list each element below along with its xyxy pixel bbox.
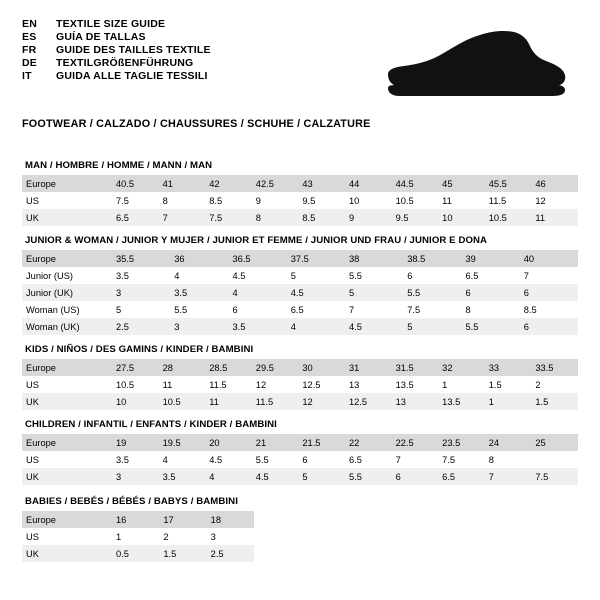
cell: 2.5: [112, 318, 170, 335]
cell: 31.5: [392, 359, 439, 376]
cell: 11: [531, 209, 578, 226]
language-code: FR: [22, 44, 37, 56]
cell: 10.5: [485, 209, 532, 226]
footwear-heading: FOOTWEAR / CALZADO / CHAUSSURES / SCHUHE / CALZATURE: [22, 118, 371, 130]
cell: 8: [485, 451, 532, 468]
section-children: [22, 419, 578, 485]
cell: 13: [392, 393, 439, 410]
cell: 3.5: [170, 284, 228, 301]
language-row: [22, 44, 211, 56]
cell: 25: [531, 434, 578, 451]
cell: 6: [229, 301, 287, 318]
row-label: Woman (US): [22, 301, 112, 318]
cell: 17: [159, 511, 206, 528]
language-code: EN: [22, 18, 37, 30]
cell: 5: [287, 267, 345, 284]
cell: 8.5: [298, 209, 345, 226]
cell: 5.5: [345, 468, 392, 485]
cell: 39: [462, 250, 520, 267]
language-row: [22, 57, 211, 69]
cell: 5.5: [252, 451, 299, 468]
language-row: [22, 18, 211, 30]
dress-shoe-icon: [380, 26, 570, 104]
cell: 12.5: [298, 376, 345, 393]
header: [22, 18, 578, 104]
cell: 4: [170, 267, 228, 284]
cell: 7.5: [403, 301, 461, 318]
cell: 7.5: [112, 192, 159, 209]
cell: 44.5: [392, 175, 439, 192]
cell: 42.5: [252, 175, 299, 192]
cell: 6.5: [112, 209, 159, 226]
language-title: TEXTILGRÖßENFÜHRUNG: [56, 57, 194, 69]
size-table-kids: [22, 359, 578, 410]
table-row: [22, 359, 578, 376]
cell: 7: [159, 209, 206, 226]
cell: 23.5: [438, 434, 485, 451]
cell: 5.5: [345, 267, 403, 284]
cell: 4.5: [205, 451, 252, 468]
cell: 45: [438, 175, 485, 192]
cell: 9.5: [298, 192, 345, 209]
cell: 11: [205, 393, 252, 410]
cell: 1.5: [485, 376, 532, 393]
cell: 11: [159, 376, 206, 393]
row-label: UK: [22, 468, 112, 485]
cell: 4.5: [252, 468, 299, 485]
language-code: DE: [22, 57, 37, 69]
cell: 10.5: [112, 376, 159, 393]
cell: 2.5: [207, 545, 254, 562]
cell: 10: [112, 393, 159, 410]
cell: 21: [252, 434, 299, 451]
cell: 20: [205, 434, 252, 451]
cell: 6.5: [345, 451, 392, 468]
cell: 3.5: [159, 468, 206, 485]
cell: 6: [520, 318, 578, 335]
table-row: [22, 175, 578, 192]
language-row: [22, 70, 211, 82]
cell: 4.5: [287, 284, 345, 301]
section-man: [22, 160, 578, 226]
row-label: Europe: [22, 359, 112, 376]
cell: 41: [159, 175, 206, 192]
cell: 6: [392, 468, 439, 485]
cell: 32: [438, 359, 485, 376]
cell: 16: [112, 511, 159, 528]
cell: 3.5: [112, 267, 170, 284]
table-row: [22, 468, 578, 485]
cell: 4.5: [229, 267, 287, 284]
cell: 21.5: [298, 434, 345, 451]
cell: 8.5: [520, 301, 578, 318]
row-label: Europe: [22, 175, 112, 192]
cell: 12.5: [345, 393, 392, 410]
cell: 13: [345, 376, 392, 393]
table-row: [22, 528, 254, 545]
section-title: BABIES / BEBÉS / BÉBÉS / BABYS / BAMBINI: [25, 496, 238, 507]
cell: 19.5: [159, 434, 206, 451]
cell: 1: [112, 528, 159, 545]
row-label: Junior (UK): [22, 284, 112, 301]
cell: 24: [485, 434, 532, 451]
cell: 8: [462, 301, 520, 318]
table-row: [22, 434, 578, 451]
table-row: [22, 451, 578, 468]
cell: 3.5: [112, 451, 159, 468]
language-code: ES: [22, 31, 37, 43]
cell: 7: [520, 267, 578, 284]
cell: 1: [438, 376, 485, 393]
cell: 10: [438, 209, 485, 226]
cell: 7: [485, 468, 532, 485]
cell: 3: [112, 284, 170, 301]
section-junior-woman: [22, 235, 578, 335]
table-row: [22, 267, 578, 284]
cell: 42: [205, 175, 252, 192]
cell: 9.5: [392, 209, 439, 226]
row-label: Europe: [22, 511, 112, 528]
cell: 13.5: [438, 393, 485, 410]
cell: 7.5: [438, 451, 485, 468]
cell: 38.5: [403, 250, 461, 267]
cell: 22.5: [392, 434, 439, 451]
cell: 7.5: [531, 468, 578, 485]
size-table-children: [22, 434, 578, 485]
table-row: [22, 318, 578, 335]
cell: 29.5: [252, 359, 299, 376]
cell: 38: [345, 250, 403, 267]
cell: 13.5: [392, 376, 439, 393]
row-label: US: [22, 451, 112, 468]
language-list: [22, 18, 211, 82]
cell: 3: [207, 528, 254, 545]
cell: 46: [531, 175, 578, 192]
cell: 40.5: [112, 175, 159, 192]
section-babies: [22, 496, 578, 562]
table-row: [22, 192, 578, 209]
cell: 5: [298, 468, 345, 485]
cell: 10.5: [392, 192, 439, 209]
cell: 5: [112, 301, 170, 318]
table-row: [22, 376, 578, 393]
cell: 37.5: [287, 250, 345, 267]
cell: 6: [520, 284, 578, 301]
cell: [531, 451, 578, 468]
cell: 11.5: [252, 393, 299, 410]
section-title: CHILDREN / INFANTIL / ENFANTS / KINDER / BAMBINI: [25, 419, 277, 430]
table-row: [22, 250, 578, 267]
cell: 5.5: [170, 301, 228, 318]
cell: 19: [112, 434, 159, 451]
cell: 2: [531, 376, 578, 393]
language-row: [22, 31, 211, 43]
language-title: GUÍA DE TALLAS: [56, 31, 146, 43]
cell: 6.5: [287, 301, 345, 318]
cell: 11.5: [205, 376, 252, 393]
cell: 6: [403, 267, 461, 284]
cell: 11.5: [485, 192, 532, 209]
cell: 0.5: [112, 545, 159, 562]
cell: 28.5: [205, 359, 252, 376]
row-label: Europe: [22, 434, 112, 451]
cell: 7: [392, 451, 439, 468]
cell: 6.5: [438, 468, 485, 485]
cell: 1.5: [159, 545, 206, 562]
section-title: KIDS / NIÑOS / DES GAMINS / KINDER / BAMBINI: [25, 344, 254, 355]
cell: 33.5: [531, 359, 578, 376]
row-label: US: [22, 528, 112, 545]
cell: 8: [252, 209, 299, 226]
row-label: Woman (UK): [22, 318, 112, 335]
cell: 3: [112, 468, 159, 485]
cell: 4: [205, 468, 252, 485]
cell: 10.5: [159, 393, 206, 410]
row-label: UK: [22, 545, 112, 562]
row-label: UK: [22, 393, 112, 410]
cell: 11: [438, 192, 485, 209]
language-title: TEXTILE SIZE GUIDE: [56, 18, 166, 30]
cell: 5: [345, 284, 403, 301]
cell: 18: [207, 511, 254, 528]
cell: 3.5: [229, 318, 287, 335]
table-row: [22, 284, 578, 301]
section-kids: [22, 344, 578, 410]
cell: 8.5: [205, 192, 252, 209]
cell: 35.5: [112, 250, 170, 267]
cell: 7: [345, 301, 403, 318]
cell: 45.5: [485, 175, 532, 192]
table-row: [22, 209, 578, 226]
cell: 5.5: [403, 284, 461, 301]
cell: 44: [345, 175, 392, 192]
cell: 40: [520, 250, 578, 267]
cell: 6: [298, 451, 345, 468]
cell: 6.5: [462, 267, 520, 284]
cell: 31: [345, 359, 392, 376]
cell: 12: [531, 192, 578, 209]
cell: 36: [170, 250, 228, 267]
cell: 7.5: [205, 209, 252, 226]
language-title: GUIDE DES TAILLES TEXTILE: [56, 44, 211, 56]
cell: 43: [298, 175, 345, 192]
table-row: [22, 301, 578, 318]
cell: 12: [298, 393, 345, 410]
section-title: JUNIOR & WOMAN / JUNIOR Y MUJER / JUNIOR ET FEMME / JUNIOR UND FRAU / JUNIOR E DONA: [25, 235, 488, 246]
row-label: Europe: [22, 250, 112, 267]
size-table-junior-woman: [22, 250, 578, 335]
size-table-man: [22, 175, 578, 226]
cell: 4.5: [345, 318, 403, 335]
cell: 28: [159, 359, 206, 376]
cell: 36.5: [229, 250, 287, 267]
row-label: Junior (US): [22, 267, 112, 284]
row-label: US: [22, 192, 112, 209]
cell: 2: [159, 528, 206, 545]
cell: 9: [252, 192, 299, 209]
cell: 4: [159, 451, 206, 468]
cell: 1.5: [531, 393, 578, 410]
language-title: GUIDA ALLE TAGLIE TESSILI: [56, 70, 208, 82]
cell: 8: [159, 192, 206, 209]
cell: 6: [462, 284, 520, 301]
cell: 1: [485, 393, 532, 410]
row-label: US: [22, 376, 112, 393]
section-title: MAN / HOMBRE / HOMME / MANN / MAN: [25, 160, 213, 171]
language-code: IT: [22, 70, 32, 82]
cell: 22: [345, 434, 392, 451]
cell: 4: [229, 284, 287, 301]
size-table-babies: [22, 511, 254, 562]
table-row: [22, 545, 254, 562]
cell: 33: [485, 359, 532, 376]
cell: 10: [345, 192, 392, 209]
table-row: [22, 393, 578, 410]
cell: 5: [403, 318, 461, 335]
cell: 3: [170, 318, 228, 335]
cell: 5.5: [462, 318, 520, 335]
cell: 30: [298, 359, 345, 376]
row-label: UK: [22, 209, 112, 226]
cell: 4: [287, 318, 345, 335]
cell: 9: [345, 209, 392, 226]
cell: 12: [252, 376, 299, 393]
table-row: [22, 511, 254, 528]
cell: 27.5: [112, 359, 159, 376]
